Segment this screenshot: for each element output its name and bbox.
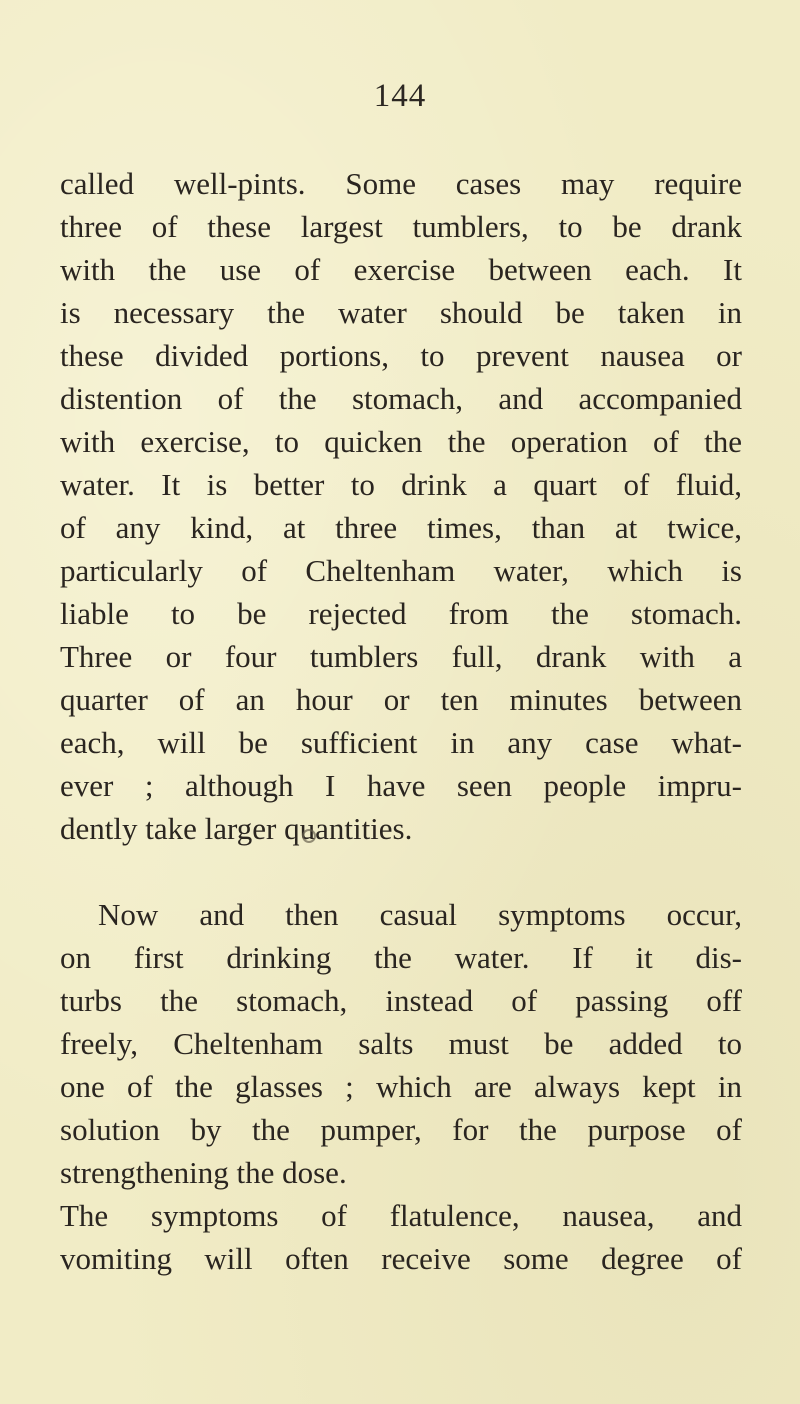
paragraph-gap [60,850,742,893]
text-line: of any kind, at three times, than at twice, [60,510,742,545]
text-line: three of these largest tumblers, to be drank [60,209,742,244]
text-line: water. It is better to drink a quart of fluid, [60,467,742,502]
body-text [60,162,742,1280]
text-line: distention of the stomach, and accompanied [60,381,742,416]
text-line: ever ; although I have seen people impru- [60,768,742,803]
text-line: is necessary the water should be taken in [60,295,742,330]
text-line: vomiting will often receive some degree of [60,1241,742,1276]
paragraph-3 [60,1194,742,1280]
ink-blemish [302,829,316,843]
text-line: Now and then casual symptoms occur, [98,897,742,932]
text-line: these divided portions, to prevent nausea or [60,338,742,373]
text-line: with the use of exercise between each. It [60,252,742,287]
page-number: 144 [373,78,427,114]
text-line: dently take larger quantities. [60,811,413,846]
text-line: called well-pints. Some cases may require [60,166,742,201]
text-line: liable to be rejected from the stomach. [60,596,742,631]
text-line: each, will be sufficient in any case what- [60,725,742,760]
paragraph-1 [60,162,742,850]
text-line: solution by the pumper, for the purpose of [60,1112,742,1147]
text-line: quarter of an hour or ten minutes between [60,682,742,717]
text-line: freely, Cheltenham salts must be added to [60,1026,742,1061]
text-line: turbs the stomach, instead of passing off [60,983,742,1018]
text-line: with exercise, to quicken the operation of the [60,424,742,459]
text-line: one of the glasses ; which are always kept in [60,1069,742,1104]
text-line: The symptoms of flatulence, nausea, and [60,1198,742,1233]
text-line: on first drinking the water. If it dis- [60,940,742,975]
text-line: strengthening the dose. [60,1155,347,1190]
paragraph-2 [60,893,742,1194]
text-line: particularly of Cheltenham water, which is [60,553,742,588]
text-line: Three or four tumblers full, drank with a [60,639,742,674]
